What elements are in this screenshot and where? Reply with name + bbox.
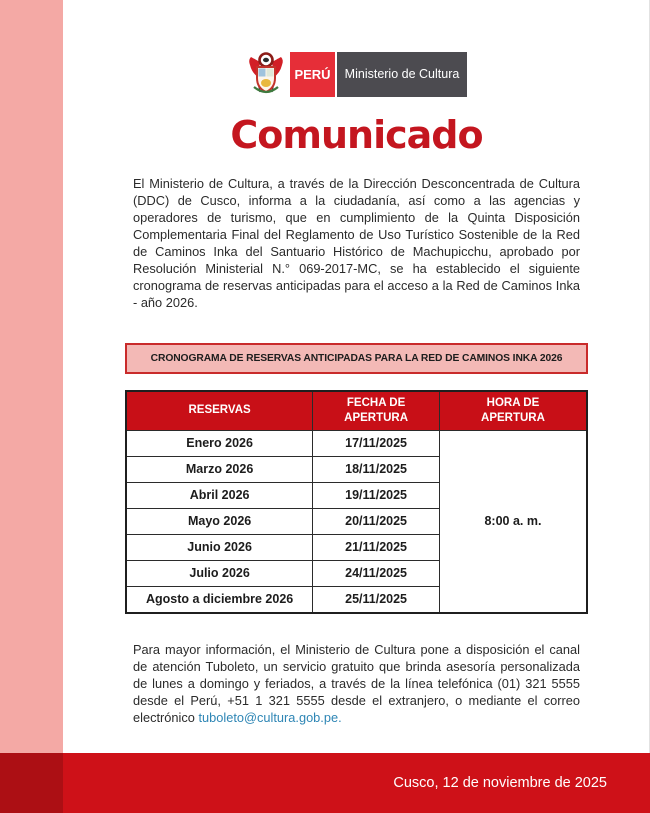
header-fecha-apertura: FECHA DE APERTURA bbox=[313, 391, 440, 430]
fecha-cell: 20/11/2025 bbox=[313, 508, 440, 534]
email-link[interactable]: tuboleto@cultura.gob.pe. bbox=[198, 709, 342, 725]
reserva-cell: Enero 2026 bbox=[126, 430, 313, 456]
reserva-cell: Mayo 2026 bbox=[126, 508, 313, 534]
contact-text: Para mayor información, el Ministerio de Cultura pone a disposición el canal de atención Tuboleto, un servicio gratuito que brinda asesoría personalizada de lunes a domingo y feriados, a través de la línea telefónica (01) 321 5555 desde el Perú, +51 1 321 5555 desde el extranjero, o mediante el correo electrónico bbox=[133, 641, 580, 725]
contact-paragraph bbox=[133, 641, 580, 726]
reserva-cell: Junio 2026 bbox=[126, 534, 313, 560]
fecha-cell: 21/11/2025 bbox=[313, 534, 440, 560]
intro-paragraph: El Ministerio de Cultura, a través de la Dirección Desconcentrada de Cultura (DDC) de Cusco, informa a la ciudadanía, así como a las agencias y operadores de turismo, que en cumplimiento de la Quinta Disposición Complementaria Final del Reglamento de Uso Turístico Sostenible de la Red de Caminos Inka del Santuario Histórico de Machupicchu, aprobado por Resolución Ministerial N.° 069-2017-MC, se ha establecido el siguiente cronograma de reservas anticipadas para el acceso a la Red de Caminos Inka - año 2026. bbox=[133, 176, 580, 310]
reserva-cell: Abril 2026 bbox=[126, 482, 313, 508]
footer-bar bbox=[0, 753, 650, 813]
ministry-label: Ministerio de Cultura bbox=[344, 67, 460, 81]
fecha-cell: 25/11/2025 bbox=[313, 586, 440, 613]
schedule-header-row bbox=[126, 391, 587, 430]
schedule-table bbox=[125, 390, 588, 614]
footer-dark-square bbox=[0, 753, 63, 813]
reserva-cell: Marzo 2026 bbox=[126, 456, 313, 482]
schedule-table-body bbox=[126, 430, 587, 613]
header-hora-apertura: HORA DE APERTURA bbox=[439, 391, 587, 430]
peru-label: PERÚ bbox=[294, 66, 331, 82]
ministry-logo-badge bbox=[337, 52, 467, 97]
hora-cell: 8:00 a. m. bbox=[439, 430, 587, 613]
ministry-logo bbox=[246, 51, 467, 97]
left-accent-stripe bbox=[0, 0, 63, 753]
header-reservas: RESERVAS bbox=[126, 391, 313, 430]
fecha-cell: 18/11/2025 bbox=[313, 456, 440, 482]
fecha-cell: 24/11/2025 bbox=[313, 560, 440, 586]
peru-coat-of-arms-icon bbox=[246, 50, 286, 98]
fecha-cell: 19/11/2025 bbox=[313, 482, 440, 508]
reserva-cell: Agosto a diciembre 2026 bbox=[126, 586, 313, 613]
peru-logo-badge bbox=[290, 52, 335, 97]
fecha-cell: 17/11/2025 bbox=[313, 430, 440, 456]
communique-body bbox=[63, 0, 650, 738]
reserva-cell: Julio 2026 bbox=[126, 560, 313, 586]
schedule-banner: CRONOGRAMA DE RESERVAS ANTICIPADAS PARA LA RED DE CAMINOS INKA 2026 bbox=[125, 343, 588, 374]
footer-dateline: Cusco, 12 de noviembre de 2025 bbox=[393, 775, 607, 791]
page-title: Comunicado bbox=[230, 113, 483, 157]
schedule-row bbox=[126, 430, 587, 456]
